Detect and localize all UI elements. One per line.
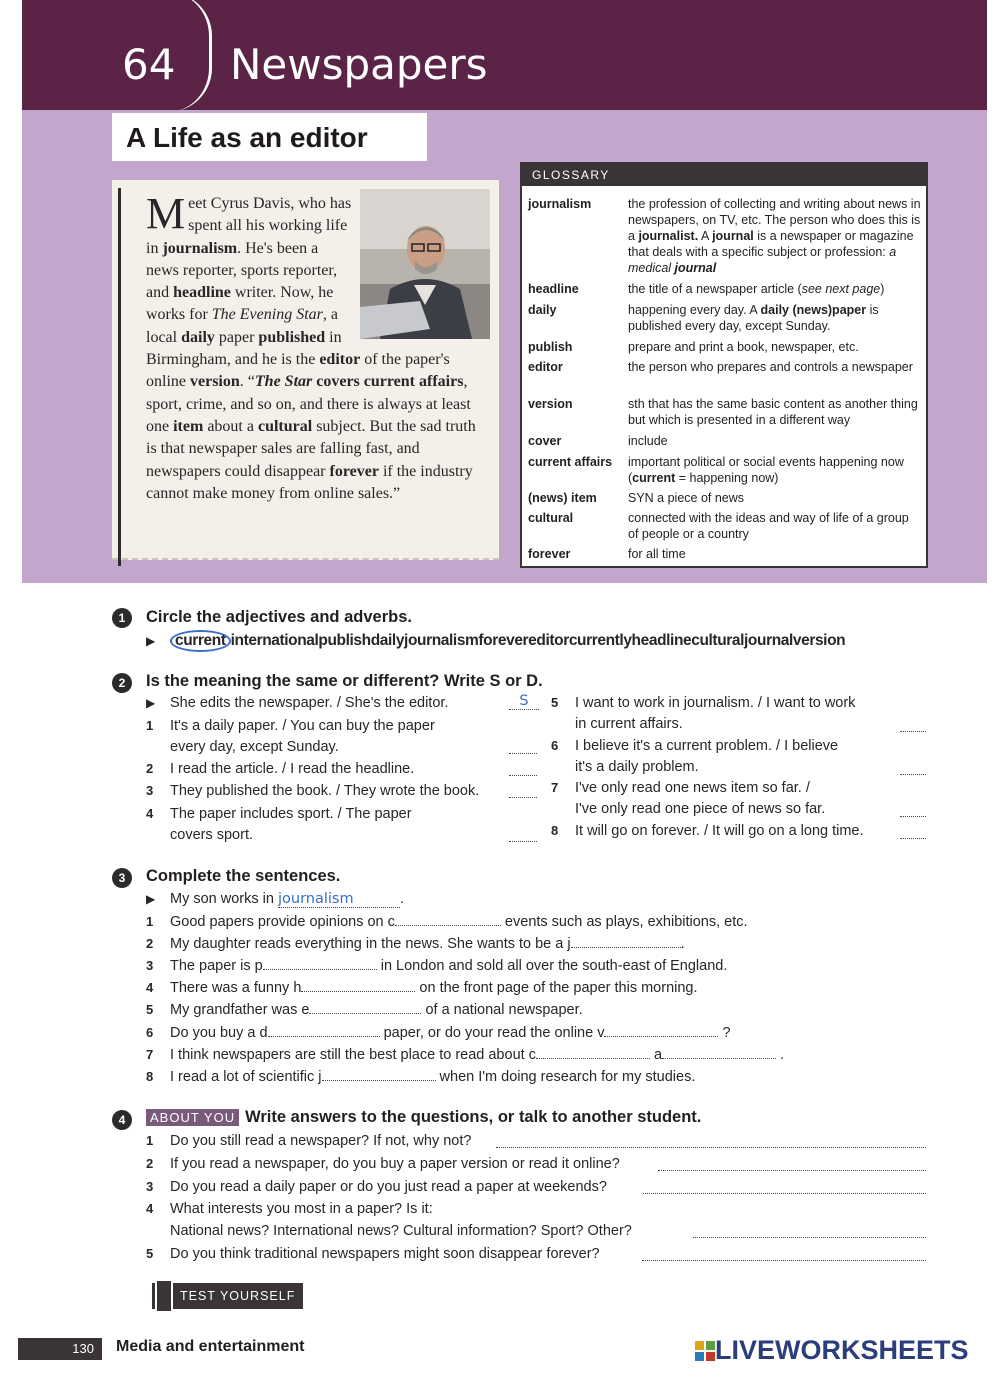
ex3-blank-7b[interactable] <box>662 1047 776 1059</box>
ex2-item-3 <box>146 783 479 799</box>
item-text: a <box>649 1047 663 1063</box>
ex4-answer-2[interactable] <box>658 1157 926 1171</box>
ex2-answer-5[interactable] <box>900 718 926 732</box>
article-keyword: cultural <box>257 417 313 435</box>
article-text <box>146 189 488 505</box>
ex3-item-1 <box>146 914 748 930</box>
ex2-answer-7[interactable] <box>900 803 926 817</box>
ex2-answer-4[interactable] <box>509 828 537 842</box>
item-text: What interests you most in a paper? Is it: <box>170 1201 433 1217</box>
ex2-example <box>146 695 448 711</box>
item-text: events such as plays, exhibitions, etc. <box>500 914 748 930</box>
item-number: 1 <box>146 914 154 929</box>
example-arrow-icon: ▶ <box>146 892 156 906</box>
glossary-def <box>628 454 922 486</box>
article-keyword: journalism <box>162 239 238 257</box>
item-text: . <box>776 1047 785 1063</box>
article-keyword: published <box>258 328 326 346</box>
ex4-answer-3[interactable] <box>643 1180 926 1194</box>
item-text: . <box>680 936 685 952</box>
item-text: when I'm doing research for my studies. <box>435 1069 696 1085</box>
item-text: They published the book. / They wrote the book. <box>170 783 480 799</box>
item-text: I read the article. / I read the headline. <box>170 761 415 777</box>
article-run: paper <box>214 328 259 346</box>
article-keyword: headline <box>173 284 231 302</box>
glossary-term: journalism <box>528 197 592 211</box>
test-yourself-button[interactable]: TEST YOURSELF <box>152 1283 303 1309</box>
item-text: of a national newspaper. <box>421 1002 583 1018</box>
ex3-example <box>146 891 404 908</box>
exercise-4-number: 4 <box>112 1110 132 1130</box>
ex3-example-end: . <box>399 891 405 907</box>
exercise-3-title: Complete the sentences. <box>146 867 341 885</box>
article-run: . “ <box>239 373 255 391</box>
def-run: the title of a newspaper article ( <box>628 282 802 296</box>
def-run: important political or social events happening now ( <box>628 455 904 485</box>
item-text: Do you buy a d <box>170 1025 268 1041</box>
ex3-item-4 <box>146 980 698 996</box>
exercise-4-title-text: Write answers to the questions, or talk to another student. <box>245 1108 702 1126</box>
article-keyword: forever <box>329 462 379 480</box>
ex2-item-7b: I've only read one piece of news so far. <box>575 801 826 817</box>
glossary-def: sth that has the same basic content as another thing but which is presented in a different way <box>628 397 918 427</box>
ex2-example-text: She edits the newspaper. / She's the editor. <box>170 695 449 711</box>
item-text: If you read a newspaper, do you buy a paper version or read it online? <box>170 1156 620 1172</box>
ex3-item-5 <box>146 1002 583 1018</box>
ex2-item-1b: every day, except Sunday. <box>170 739 339 755</box>
article-title-ref: The Star <box>254 373 313 391</box>
ex3-blank-1[interactable] <box>395 914 501 926</box>
glossary-def <box>628 302 922 334</box>
item-text: There was a funny h <box>170 980 302 996</box>
glossary-def <box>628 196 922 276</box>
ex2-item-8 <box>551 823 864 839</box>
item-text: on the front page of the paper this morning. <box>415 980 698 996</box>
drop-cap: M <box>146 189 186 238</box>
item-text: ? <box>718 1025 731 1041</box>
ex2-answer-1[interactable] <box>509 740 537 754</box>
ex4-answer-4[interactable] <box>693 1224 926 1238</box>
def-bold: daily (news)paper <box>760 303 867 317</box>
article-run: eet Cyrus Davis, who has spent all his working life in <box>146 195 352 257</box>
glossary-term: version <box>528 397 573 411</box>
example-arrow-icon: ▶ <box>146 634 155 648</box>
glossary-term: forever <box>528 547 571 561</box>
item-text: I think newspapers are still the best place to read about c <box>170 1047 536 1063</box>
exercise-1-wordchain[interactable] <box>146 630 845 652</box>
item-number: 6 <box>551 738 559 753</box>
ex2-item-4b: covers sport. <box>170 827 253 843</box>
ex3-item-7 <box>146 1047 784 1063</box>
glossary-term: headline <box>528 282 579 296</box>
def-run: is a newspaper or magazine that deals with a specific subject or profession: <box>628 229 914 259</box>
item-text: I believe it's a current problem. / I believe <box>575 738 839 754</box>
item-number: 7 <box>551 780 559 795</box>
article-keyword: item <box>173 417 204 435</box>
article-rule <box>118 188 121 566</box>
item-number: 7 <box>146 1047 154 1062</box>
ex3-item-6 <box>146 1025 731 1041</box>
def-run: = happening now) <box>675 471 779 485</box>
item-number: 2 <box>146 1156 154 1171</box>
example-arrow-icon: ▶ <box>146 696 156 710</box>
ex3-blank-3[interactable] <box>263 958 377 970</box>
ex2-item-7 <box>551 780 810 796</box>
item-text: in London and sold all over the south-east of England. <box>376 958 728 974</box>
item-number: 4 <box>146 980 154 995</box>
unit-number: 64 <box>122 40 176 89</box>
def-bold: journal <box>712 229 754 243</box>
glossary-term: (news) item <box>528 491 597 505</box>
exercise-1-number: 1 <box>112 608 132 628</box>
item-number: 8 <box>146 1069 154 1084</box>
article-run: about a <box>203 417 258 435</box>
footer-title: Media and entertainment <box>116 1338 305 1355</box>
ex2-answer-2[interactable] <box>509 762 537 776</box>
ex2-item-1 <box>146 718 435 734</box>
article-keyword: editor <box>319 351 361 369</box>
item-number: 5 <box>146 1246 154 1261</box>
article-run: , sport, crime, and so on, and there is always at least one <box>146 373 471 435</box>
ex3-example-answer: journalism <box>278 891 400 908</box>
glossary-def: prepare and print a book, newspaper, etc. <box>628 340 859 354</box>
item-number: 3 <box>146 783 154 798</box>
ex3-item-2 <box>146 936 685 952</box>
glossary-term: cover <box>528 434 562 448</box>
ex4-item-3 <box>146 1179 607 1195</box>
article-title-ref: The Evening Star <box>211 306 323 324</box>
ex2-example-answer: S <box>509 693 539 710</box>
item-number: 5 <box>146 1002 154 1017</box>
def-bold: journalist. <box>638 229 699 243</box>
def-italic: see next page <box>801 282 881 296</box>
def-run: A <box>698 229 713 243</box>
unit-title: Newspapers <box>230 40 488 89</box>
glossary-term: current affairs <box>528 455 613 469</box>
item-text: paper, or do your read the online v <box>379 1025 605 1041</box>
exercise-4-title <box>146 1108 701 1127</box>
exercise-3-number: 3 <box>112 868 132 888</box>
ex2-item-6b: it's a daily problem. <box>575 759 699 775</box>
ex4-answer-5[interactable] <box>642 1247 926 1261</box>
item-number: 3 <box>146 958 154 973</box>
ex4-item-5 <box>146 1246 600 1262</box>
glossary-term: cultural <box>528 511 574 525</box>
item-text: My grandfather was e <box>170 1002 310 1018</box>
section-a-title: A Life as an editor <box>126 122 368 153</box>
ex2-item-5 <box>551 695 855 711</box>
item-number: 2 <box>146 936 154 951</box>
item-text: I've only read one news item so far. / <box>575 780 810 796</box>
ex2-item-4 <box>146 806 412 822</box>
article-run: writer. Now, he works for <box>146 284 334 324</box>
item-text: The paper includes sport. / The paper <box>170 806 412 822</box>
item-number: 1 <box>146 718 154 733</box>
article-keyword: daily <box>181 328 215 346</box>
item-text: The paper is p <box>170 958 263 974</box>
glossary-def <box>628 281 922 297</box>
def-run: is published every day, except Sunday. <box>628 303 879 333</box>
ex3-blank-8[interactable] <box>322 1069 436 1081</box>
ex2-item-5b: in current affairs. <box>575 716 683 732</box>
def-run: the profession of collecting and writing about news in newspapers, on TV, etc. The person who does this is a <box>628 197 921 243</box>
def-bold: journal <box>674 261 717 275</box>
article-run: , a local <box>146 306 338 346</box>
item-text: Do you read a daily paper or do you just read a paper at weekends? <box>170 1179 607 1195</box>
item-text: It's a daily paper. / You can buy the paper <box>170 718 435 734</box>
ex2-item-2 <box>146 761 414 777</box>
article-keyword: covers current affairs <box>316 373 464 391</box>
def-run: happening every day. A <box>628 303 761 317</box>
item-text: Do you think traditional newspapers might soon disappear forever? <box>170 1246 600 1262</box>
item-number: 6 <box>146 1025 154 1040</box>
glossary-term: daily <box>528 303 557 317</box>
ex4-item-2 <box>146 1156 620 1172</box>
ex3-blank-6b[interactable] <box>604 1025 718 1037</box>
glossary-heading: GLOSSARY <box>522 164 926 186</box>
ex4-item-4b: National news? International news? Cultural information? Sport? Other? <box>170 1223 632 1239</box>
glossary-def: SYN a piece of news <box>628 491 745 505</box>
item-text: Good papers provide opinions on c <box>170 914 395 930</box>
page-number: 130 <box>18 1338 102 1360</box>
ex3-item-8 <box>146 1069 695 1085</box>
ex4-answer-1[interactable] <box>496 1134 926 1148</box>
article-run: of the paper's online <box>146 351 450 391</box>
liveworksheets-grid-icon <box>695 1341 715 1361</box>
ex2-answer-6[interactable] <box>900 761 926 775</box>
exercise-1-title: Circle the adjectives and adverbs. <box>146 608 412 626</box>
ex2-answer-3[interactable] <box>509 784 537 798</box>
circled-word[interactable]: current <box>170 630 231 652</box>
liveworksheets-text: LIVEWORKSHEETS <box>715 1335 969 1365</box>
ex4-item-4 <box>146 1201 433 1217</box>
ex3-item-3 <box>146 958 727 974</box>
ex3-blank-4[interactable] <box>301 980 415 992</box>
liveworksheets-logo <box>695 1335 969 1366</box>
article-run: . He's been a news reporter, sports reporter, and <box>146 239 338 302</box>
item-text: My daughter reads everything in the news. She wants to be a j <box>170 936 571 952</box>
item-text: Do you still read a newspaper? If not, why not? <box>170 1133 472 1149</box>
glossary-box <box>520 162 928 568</box>
ex3-blank-7a[interactable] <box>536 1047 650 1059</box>
exercise-2-number: 2 <box>112 673 132 693</box>
article-keyword: version <box>190 373 240 391</box>
article-run: if the industry cannot make money from online sales.” <box>146 462 473 502</box>
def-run: ) <box>880 282 885 296</box>
def-italic: a medical <box>628 245 897 275</box>
ex3-blank-6a[interactable] <box>268 1025 380 1037</box>
glossary-def: the person who prepares and controls a newspaper <box>628 360 913 374</box>
glossary-def: include <box>628 434 668 448</box>
about-you-badge: ABOUT YOU <box>146 1109 239 1126</box>
item-text: I read a lot of scientific j <box>170 1069 322 1085</box>
item-number: 8 <box>551 823 559 838</box>
item-number: 5 <box>551 695 559 710</box>
glossary-term: editor <box>528 360 563 374</box>
word-chain[interactable]: internationalpublishdailyjournalismforevereditorcurrentlyheadlineculturaljournalversion <box>230 632 846 649</box>
item-text: It will go on forever. / It will go on a long time. <box>575 823 864 839</box>
item-number: 1 <box>146 1133 154 1148</box>
def-bold: current <box>632 471 676 485</box>
exercise-2-title: Is the meaning the same or different? Write S or D. <box>146 672 543 690</box>
ex3-blank-2[interactable] <box>571 936 681 948</box>
editor-photo <box>360 189 490 339</box>
glossary-def: connected with the ideas and way of life of a group of people or a country <box>628 511 909 541</box>
article-run: subject. But the sad truth is that newspaper sales are falling fast, and newspapers could disappear <box>146 417 476 480</box>
glossary-term: publish <box>528 340 573 354</box>
item-number: 4 <box>146 1201 154 1216</box>
item-text: I want to work in journalism. / I want to work <box>575 695 856 711</box>
article-run: in Birmingham, and he is the <box>146 328 342 369</box>
item-number: 4 <box>146 806 154 821</box>
ex3-blank-5[interactable] <box>309 1002 421 1014</box>
book-icon <box>155 1279 173 1313</box>
item-number: 2 <box>146 761 154 776</box>
item-number: 3 <box>146 1179 154 1194</box>
glossary-def: for all time <box>628 547 686 561</box>
ex3-example-text: My son works in <box>170 891 278 907</box>
ex2-item-6 <box>551 738 838 754</box>
ex2-answer-8[interactable] <box>900 825 926 839</box>
